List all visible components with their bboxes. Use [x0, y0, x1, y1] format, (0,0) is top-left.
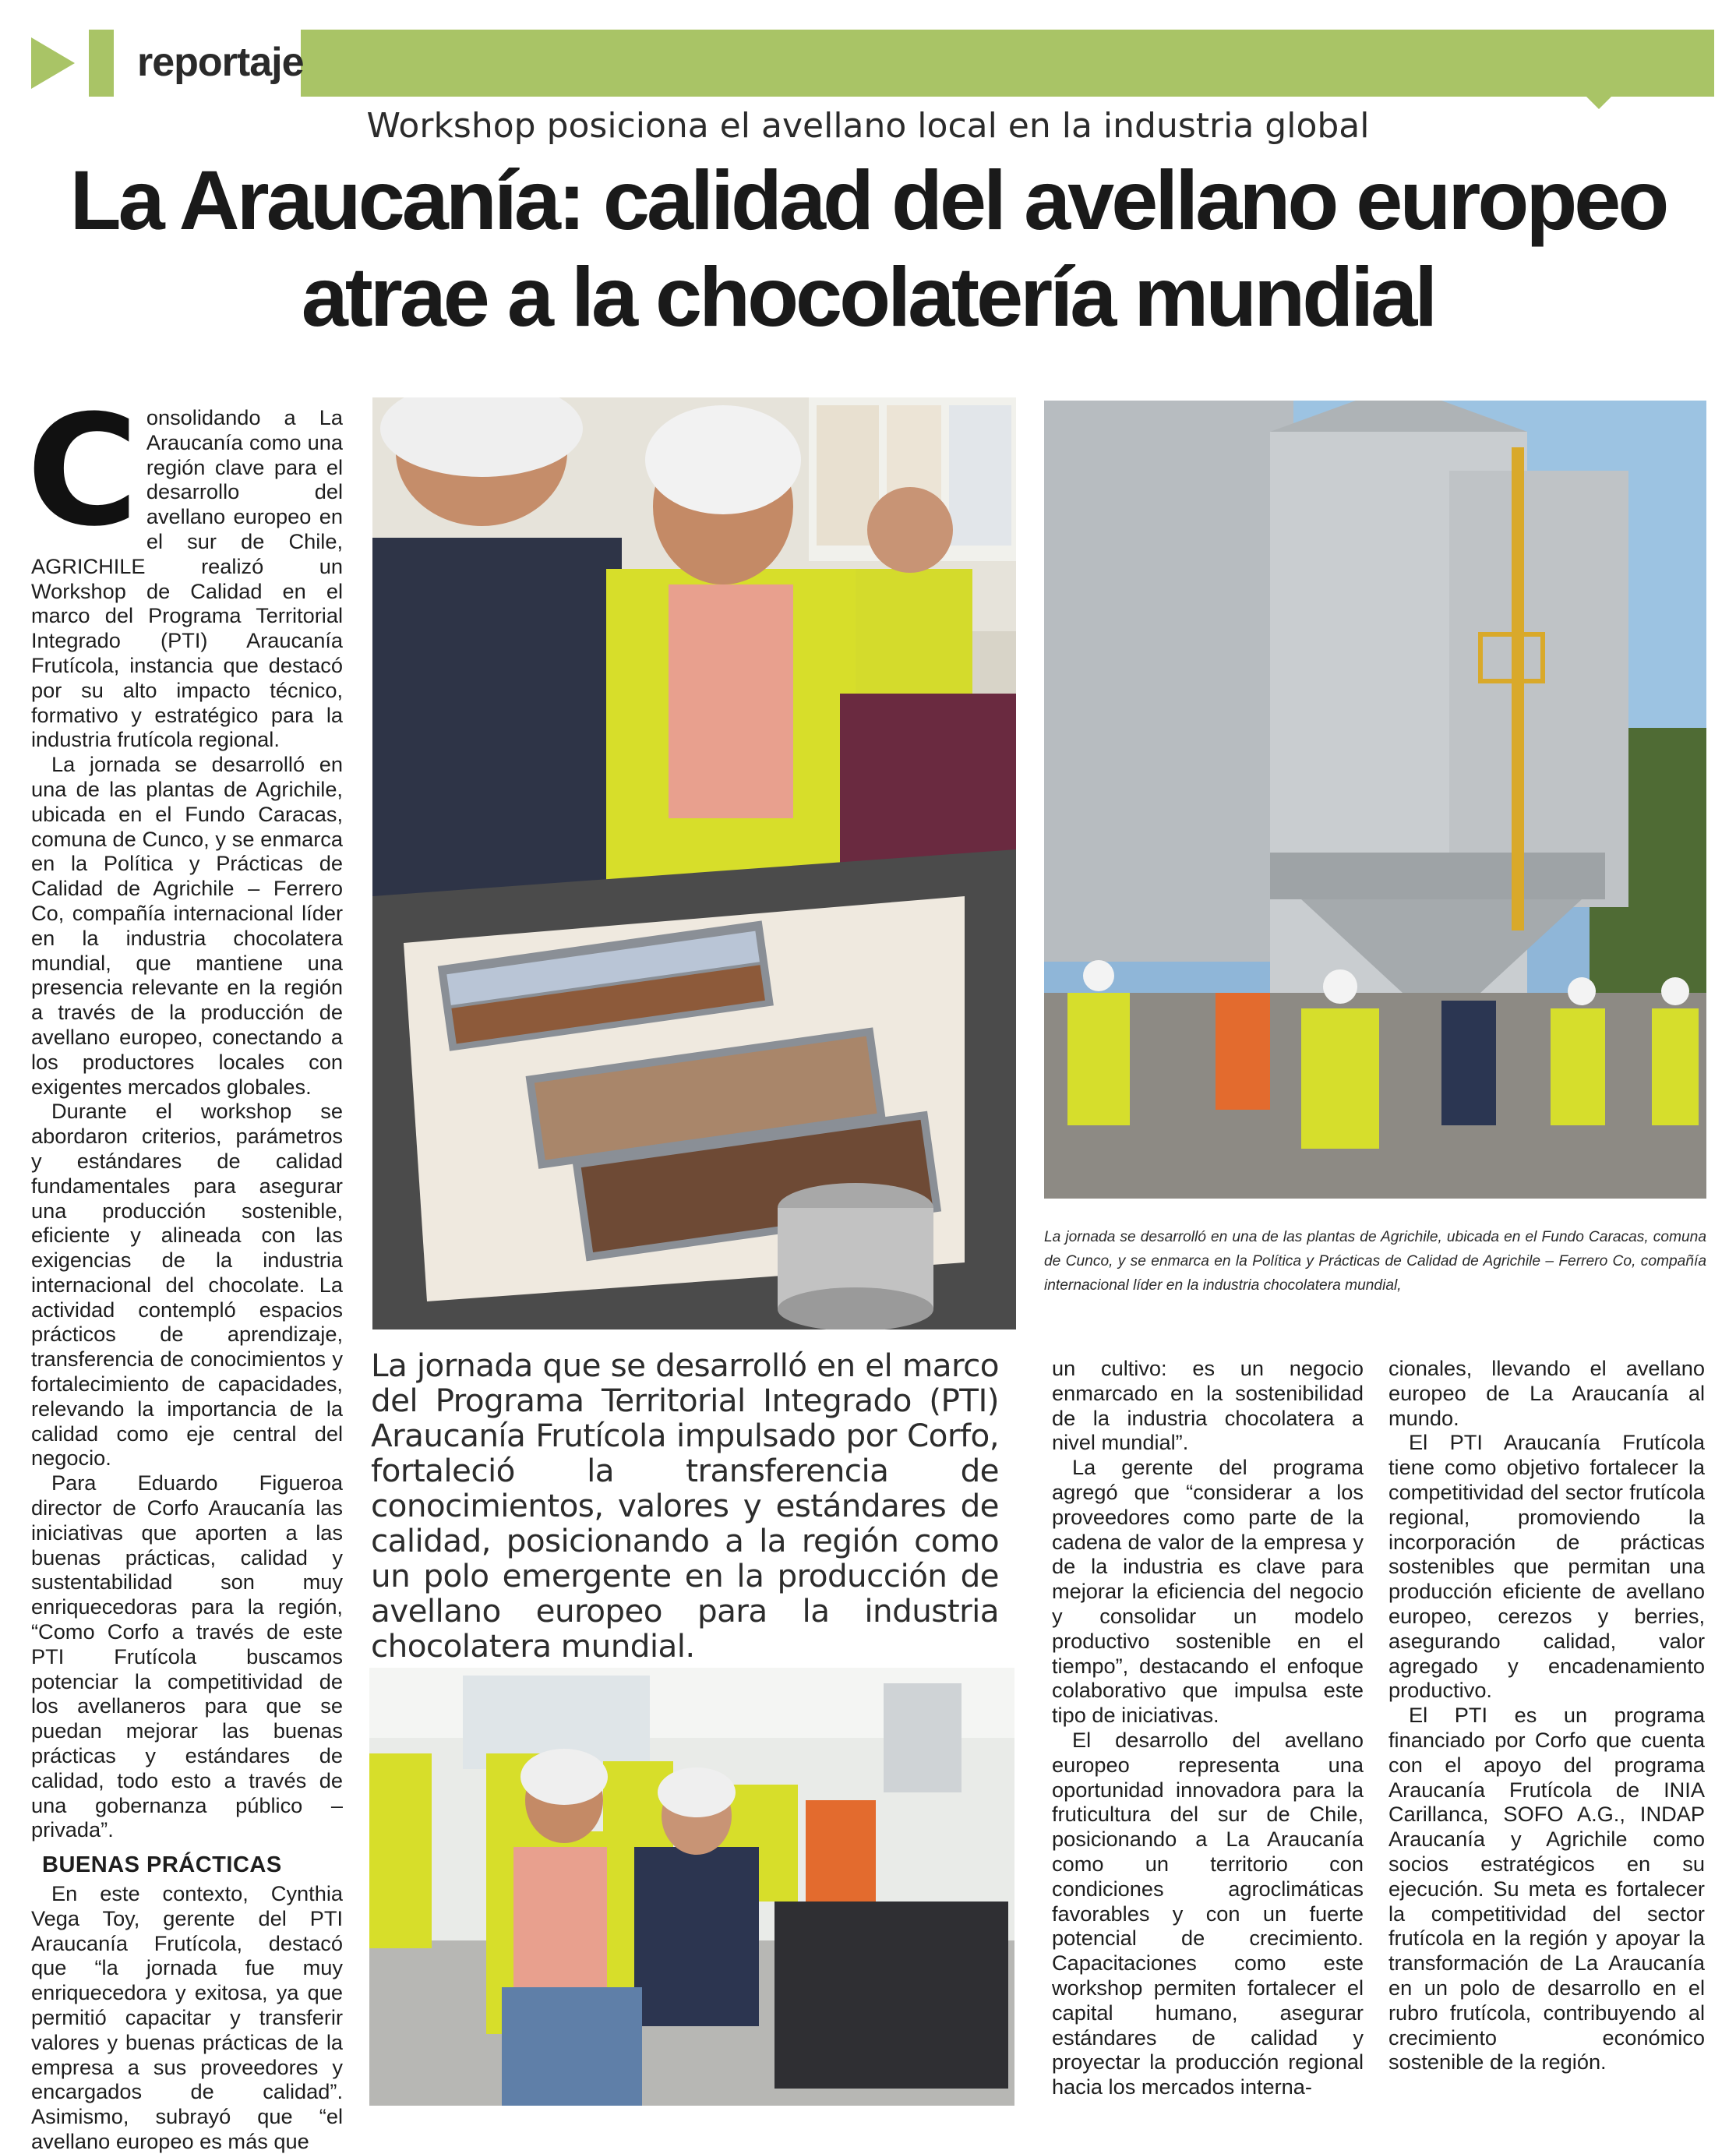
section-label: reportaje	[137, 40, 304, 85]
paragraph: En este contexto, Cynthia Vega Toy, gerente del PTI Araucanía Frutícola, destacó que “la jornada fue muy enriquecedora y exitosa, ya que permitió capacitar y transferir valores y buenas prácticas de la empresa a sus proveedores y encargados de calidad”. Asimismo, subrayó que “el avellano europeo es más que	[31, 1881, 343, 2153]
paragraph: Para Eduardo Figueroa director de Corfo Araucanía las iniciativas que aporten a las buenas prácticas, calidad y sustentabilidad son muy enriquecedoras para la región, “Como Corfo a través de este PTI Frutícola buscamos potenciar la competitividad de los avellaneros para que se puedan mejorar las buenas prácticas y estándares de calidad, todo esto a través de una gobernanza público – privada”.	[31, 1471, 343, 1842]
paragraph: La gerente del programa agregó que “considerar a los proveedores como parte de la cadena de valor de la empresa y de la industria es clave para mejorar la eficiencia del negocio y consolidar un modelo productivo sostenible en el tiempo”, destacando el enfoque colaborativo que impulsa este tipo de iniciativas.	[1052, 1455, 1364, 1728]
article-column-4	[1388, 1356, 1705, 2104]
paragraph: cionales, llevando el avellano europeo de La Araucanía al mundo.	[1388, 1356, 1705, 1430]
article-column-3	[1052, 1356, 1364, 2104]
photo-workshop-audience	[369, 1668, 1014, 2106]
paragraph: La jornada se desarrolló en una de las plantas de Agrichile, ubicada en el Fundo Caracas, comuna de Cunco, y se enmarca en la Política y Prácticas de Calidad de Agrichile – Ferrero Co, compañía internacional líder en la industria chocolatera mundial, que mantiene una presencia relevante en la región a través de la producción de avellano europeo, conectando a los productores locales con exigentes mercados globales.	[31, 752, 343, 1099]
photo-caption: La jornada se desarrolló en una de las plantas de Agrichile, ubicada en el Fundo Caracas, comuna de Cunco, y se enmarca en la Política y Prácticas de Calidad de Agrichile – Ferrero Co, compañía internacional líder en la industria chocolatera mundial,	[1044, 1229, 1706, 1294]
paragraph: un cultivo: es un negocio enmarcado en la sostenibilidad de la industria chocolatera a nivel mundial”.	[1052, 1356, 1364, 1455]
subheading: BUENAS PRÁCTICAS	[42, 1852, 282, 1878]
drop-cap: C	[26, 383, 139, 560]
pull-quote: La jornada que se desarrolló en el marco del Programa Territorial Integrado (PTI) Araucanía Frutícola impulsado por Corfo, fortaleció la transferencia de conocimientos, valores y estándares de calidad, posicionando a la región como un polo emergente en la producción de avellano europeo para la industria chocolatera mundial.	[371, 1347, 999, 1665]
paragraph: El PTI Araucanía Frutícola tiene como objetivo fortalecer la competitividad del sector frutícola regional, promoviendo la incorporación de prácticas sostenibles que permitan una producción eficiente de avellano europeo, cerezos y berries, asegurando calidad, valor agregado y encadenamiento productivo.	[1388, 1430, 1705, 1703]
photo-silos-visit	[1044, 401, 1706, 1199]
article-column-1	[26, 383, 343, 2153]
paragraph: Durante el workshop se abordaron criterios, parámetros y estándares de calidad fundamentales para asegurar una producción sostenible, eficiente y alineada con las exigencias de la industria internacional del chocolate. La actividad contempló espacios prácticos de aprendizaje, transferencia de conocimientos y fortalecimiento de capacidades, relevando la importancia de la calidad como eje central del negocio.	[31, 1099, 343, 1471]
article-headline: La Araucanía: calidad del avellano europeo atrae a la chocolatería mundial	[69, 153, 1667, 344]
paragraph: El PTI es un programa financiado por Corfo que cuenta con el apoyo del programa Araucanía Frutícola de INIA Carillanca, SOFO A.G., INDAP Araucanía y Agrichile como socios estratégicos en su ejecución. Su meta es fortalecer la competitividad del sector frutícola en la región y apoyar la transformación de La Araucanía en un polo de desarrollo en el rubro frutícola, contribuyendo al crecimiento económico sostenible de la región.	[1388, 1703, 1705, 2075]
article-kicker: Workshop posiciona el avellano local en la industria global	[366, 106, 1370, 146]
paragraph: El desarrollo del avellano europeo representa una oportunidad innovadora para la fruticultura del sur de Chile, posicionando a La Araucanía como un territorio con condiciones agroclimáticas favorables y con un fuerte potencial de crecimiento. Capacitaciones como este workshop permiten fortalecer el capital humano, asegurar estándares de calidad y proyectar la producción regional hacia los mercados interna-	[1052, 1727, 1364, 2099]
paragraph-text: onsolidando a La Araucanía como una región clave para el desarrollo del avellano europeo en el sur de Chile, AGRICHILE realizó un Workshop de Calidad en el marco del Programa Territorial Integrado (PTI) Araucanía Frutícola, instancia que destacó por su alto impacto técnico, formativo y estratégico para la industria frutícola regional.	[31, 405, 343, 752]
paragraph	[26, 383, 343, 752]
play-triangle-icon	[31, 37, 75, 89]
photo-workshop-hazelnut-trays	[372, 397, 1016, 1329]
